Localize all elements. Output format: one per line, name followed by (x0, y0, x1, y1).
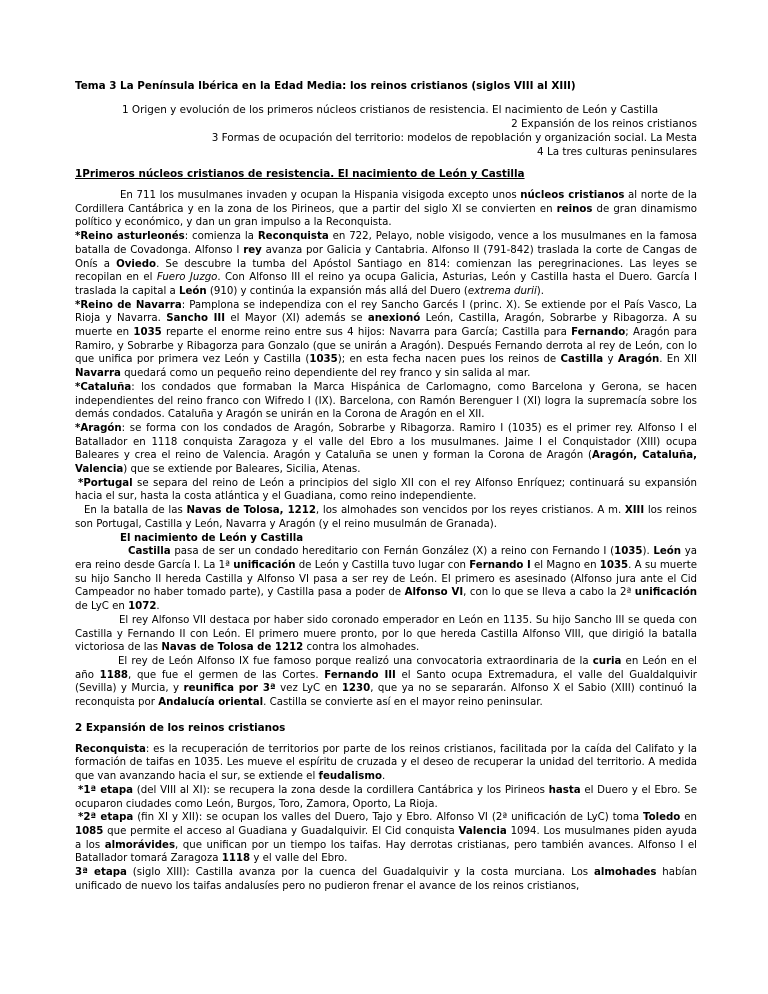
toc-item-1: 1 Origen y evolución de los primeros núcleos cristianos de resistencia. El nacimiento de León y Castilla (122, 104, 659, 116)
section-2-title: 2 Expansión de los reinos cristianos (75, 721, 286, 734)
toc-item-4: 4 La tres culturas peninsulares (537, 146, 697, 158)
paragraph-aragon: *Aragón: se forma con los condados de Aragón, Sobrarbe y Ribagorza. Ramiro I (1035) es el primer rey. Alfonso I el Batallador en 1118 conquista Zaragoza y el valle del Ebro a los musulmanes. Jaime I el Conquistador (XIII) ocupa Baleares y crea el reino de Valencia. Aragón y Cataluña se unen y forman la Corona de Aragón (Aragón, Cataluña, Valencia) que se extiende por Baleares, Sicilia, Atenas. (75, 422, 697, 476)
paragraph-navas: En la batalla de las Navas de Tolosa, 1212, los almohades son vencidos por los reyes cristianos. A m. XIII los reinos son Portugal, Castilla y León, Navarra y Aragón (y el reino musulmán de Granada). (75, 505, 697, 530)
document-page (75, 80, 697, 893)
subheading-leon-castilla: El nacimiento de León y Castilla (120, 532, 304, 544)
paragraph-intro: En 711 los musulmanes invaden y ocupan la Hispania visigoda excepto unos núcleos cristianos al norte de la Cordillera Cantábrica y en la zona de los Pirineos, que a partir del siglo XI se convierten en reinos de gran dinamismo político y económico, y dan un gran impulso a la Reconquista. (75, 190, 698, 229)
section-1-title: 1Primeros núcleos cristianos de resistencia. El nacimiento de León y Castilla (75, 168, 525, 180)
paragraph-navarra: *Reino de Navarra: Pamplona se independiza con el rey Sancho Garcés I (princ. X). Se extiende por el País Vasco, La Rioja y Navarra. Sancho III el Mayor (XI) además se anexionó León, Castilla, Aragón, Sobrarbe y Ribagorza. A su muerte en 1035 reparte el enorme reino entre sus 4 hijos: Navarra para García; Castilla para Fernando; Aragón para Ramiro, y Sobrarbe y Ribagorza para Gonzalo (que se unirán a Aragón). Después Fernando derrota al rey de León, con lo que unifica por primera vez León y Castilla (1035); en esta fecha nacen pues los reinos de Castilla y Aragón. En XII Navarra quedará como un pequeño reino dependiente del rey franco y sin salida al mar. (75, 299, 697, 380)
paragraph-castilla: Castilla pasa de ser un condado hereditario con Fernán González (X) a reino con Fernando I (1035). León ya era reino desde García I. La 1ª unificación de León y Castilla tuvo lugar con Fernando I el Magno en 1035. A su muerte su hijo Sancho II hereda Castilla y Alfonso VI pasa a ser rey de León. El primero es asesinado (Alfonso jura ante el Cid Campeador no haber tomado parte), y Castilla pasa a poder de Alfonso VI, con lo que se lleva a cabo la 2ª unificación de LyC en 1072. (75, 546, 697, 613)
paragraph-asturias: *Reino asturleonés: comienza la Reconquista en 722, Pelayo, noble visigodo, vence a los musulmanes en la famosa batalla de Covadonga. Alfonso I rey avanza por Galicia y Cantabria. Alfonso II (791-842) traslada la corte de Cangas de Onís a Oviedo. Se descubre la tumba del Apóstol Santiago en 814: comienzan las peregrinaciones. Las leyes se recopilan en el Fuero Juzgo. Con Alfonso III el reino ya ocupa Galicia, Asturias, León y Castilla hasta el Duero. García I traslada la capital a León (910) y continúa la expansión más allá del Duero (extrema durii). (75, 231, 697, 297)
table-of-contents (122, 103, 697, 159)
paragraph-reconquista: Reconquista: es la recuperación de territorios por parte de los reinos cristianos, facilitada por la caída del Califato y la formación de taifas en 1035. Les mueve el espíritu de cruzada y el deseo de recuperar la unidad del territorio. A medida que van avanzando hacia el sur, se extiende el feudalismo. (75, 743, 697, 783)
paragraph-etapa-2: *2ª etapa (fin XI y XII): se ocupan los valles del Duero, Tajo y Ebro. Alfonso VI (2ª unificación de LyC) toma Toledo en 1085 que permite el acceso al Guadiana y Guadalquivir. El Cid conquista Valencia 1094. Los musulmanes piden ayuda a los almorávides, que unifican por un tiempo los taifas. Hay derrotas cristianas, pero también avances. Alfonso I el Batallador tomará Zaragoza 1118 y el valle del Ebro. (75, 812, 698, 865)
paragraph-portugal: *Portugal se separa del reino de León a principios del siglo XII con el rey Alfonso Enríquez; continuará su expansión hacia el sur, hasta la costa atlántica y el Guadiana, como reino independiente. (75, 477, 697, 503)
toc-item-2: 2 Expansión de los reinos cristianos (511, 118, 697, 130)
paragraph-cataluna: *Cataluña: los condados que formaban la Marca Hispánica de Carlomagno, como Barcelona y Gerona, se hacen independientes del reino franco con Wifredo I (IX). Barcelona, con Ramón Berenguer I (XI) logra la supremacía sobre los demás condados. Cataluña y Aragón se unirán en la Corona de Aragón en el XII. (75, 381, 697, 421)
paragraph-alfonso-vii: El rey Alfonso VII destaca por haber sido coronado emperador en León en 1135. Su hijo Sancho III se queda con Castilla y Fernando II con León. El primero muere pronto, por lo que hereda Castilla Alfonso VIII, que dirigió la batalla victoriosa de las Navas de Tolosa de 1212 contra los almohades. (75, 614, 697, 654)
document-title: Tema 3 La Península Ibérica en la Edad Media: los reinos cristianos (siglos VIII al XIII) (75, 80, 576, 92)
paragraph-etapa-1: *1ª etapa (del VIII al XI): se recupera la zona desde la cordillera Cantábrica y los Pirineos hasta el Duero y el Ebro. Se ocuparon ciudades como León, Burgos, Toro, Zamora, Oporto, La Rioja. (75, 784, 697, 810)
paragraph-etapa-3: 3ª etapa (siglo XIII): Castilla avanza por la cuenca del Guadalquivir y la costa murciana. Los almohades habían unificado de nuevo los taifas andalusíes pero no pudieron frenar el avance de los reinos cristianos, (75, 867, 698, 892)
paragraph-alfonso-ix: El rey de León Alfonso IX fue famoso porque realizó una convocatoria extraordinaria de la curia en León en el año 1188, que fue el germen de las Cortes. Fernando III el Santo ocupa Extremadura, el valle del Gualdalquivir (Sevilla) y Murcia, y reunifica por 3ª vez LyC en 1230, que ya no se separarán. Alfonso X el Sabio (XIII) continuó la reconquista por Andalucía oriental. Castilla se convierte así en el mayor reino peninsular. (75, 655, 697, 709)
toc-item-3: 3 Formas de ocupación del territorio: modelos de repoblación y organización social. La Mesta (211, 132, 697, 144)
